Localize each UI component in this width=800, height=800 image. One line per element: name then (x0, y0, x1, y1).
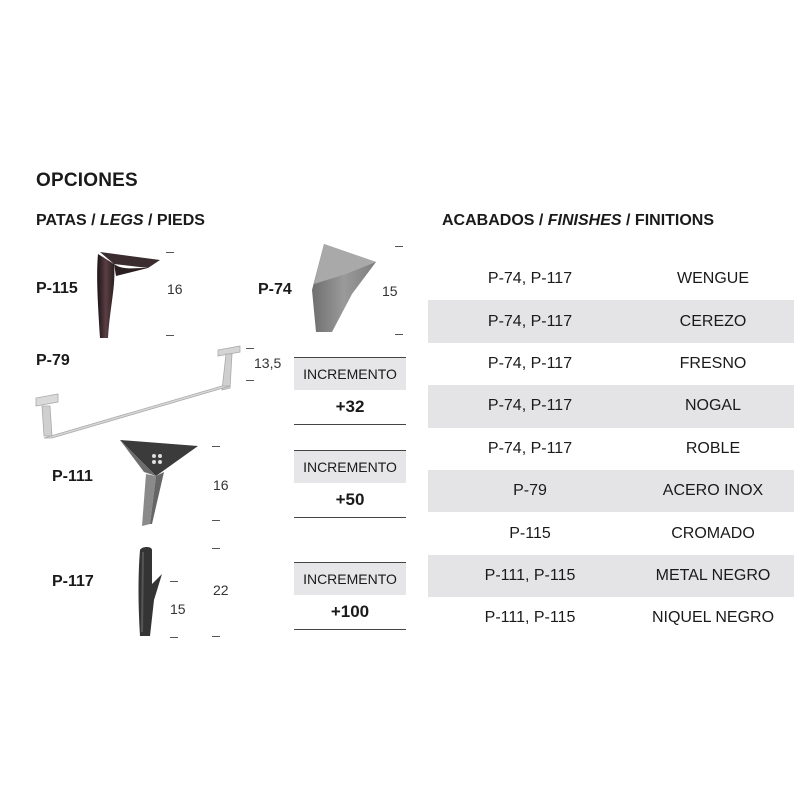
dim-tick (395, 334, 403, 335)
finishes-header-en: FINISHES (547, 212, 622, 229)
leg-code-p111: P-111 (52, 468, 93, 485)
leg-code-p115: P-115 (36, 280, 78, 297)
increment-box-3 (294, 562, 406, 630)
finish-name: WENGUE (677, 270, 749, 288)
dim-tick (246, 380, 254, 381)
increment-box-1 (294, 357, 406, 425)
finish-models: P-115 (509, 524, 551, 542)
finish-name: CROMADO (671, 524, 755, 542)
page-title: OPCIONES (36, 170, 138, 191)
table-row (428, 258, 794, 300)
increment-label: INCREMENTO (294, 562, 406, 595)
legs-header-en: LEGS (100, 212, 144, 229)
finish-name: NOGAL (684, 397, 741, 415)
leg-p79-dim: 13,5 (254, 355, 282, 371)
increment-value: +32 (294, 390, 406, 425)
finishes-header (442, 212, 714, 230)
leg-code-p74: P-74 (258, 281, 292, 298)
legs-header (36, 212, 205, 230)
legs-header-es: PATAS / (36, 212, 100, 229)
dim-tick (170, 581, 178, 582)
leg-p111-image (116, 436, 202, 530)
dim-tick (170, 637, 178, 638)
table-row (428, 597, 794, 639)
finish-name: ROBLE (685, 439, 741, 457)
leg-p115-dim: 16 (167, 281, 183, 297)
increment-value: +50 (294, 483, 406, 518)
finish-models: P-74, P-117 (487, 439, 573, 457)
leg-p117-dim-2: 15 (170, 601, 186, 617)
finish-name: ACERO INOX (662, 482, 764, 500)
dim-tick (212, 520, 220, 521)
table-row (428, 300, 794, 342)
finish-name: FRESNO (679, 354, 747, 372)
leg-p115-image (92, 246, 164, 342)
dim-tick (212, 446, 220, 447)
increment-box-2 (294, 450, 406, 518)
finishes-header-fr: / FINITIONS (621, 212, 715, 229)
finishes-table (428, 258, 794, 640)
finishes-header-es: ACABADOS / (442, 212, 548, 229)
table-row (428, 512, 794, 554)
finish-models: P-79 (513, 482, 547, 500)
dim-tick (212, 548, 220, 549)
table-row (428, 385, 794, 427)
leg-p74-dim: 15 (382, 283, 398, 299)
table-row (428, 470, 794, 512)
finish-name: METAL NEGRO (655, 566, 771, 584)
leg-p111-dim: 16 (213, 477, 229, 493)
dim-tick (212, 636, 220, 637)
finish-name: NIQUEL NEGRO (651, 609, 775, 627)
increment-label: INCREMENTO (294, 357, 406, 390)
finish-name: CEREZO (679, 312, 747, 330)
leg-p117-dim-1: 22 (213, 582, 229, 598)
leg-code-p117: P-117 (52, 573, 94, 590)
leg-code-p79: P-79 (36, 352, 70, 369)
increment-label: INCREMENTO (294, 450, 406, 483)
dim-tick (166, 252, 174, 253)
table-row (428, 343, 794, 385)
finish-models: P-111, P-115 (484, 566, 576, 584)
leg-p74-image (306, 240, 380, 336)
finish-models: P-74, P-117 (487, 354, 573, 372)
leg-p117-image (130, 544, 166, 640)
table-row (428, 428, 794, 470)
dim-tick (166, 335, 174, 336)
increment-value: +100 (294, 595, 406, 630)
finish-models: P-74, P-117 (487, 397, 573, 415)
dim-tick (246, 348, 254, 349)
finish-models: P-111, P-115 (484, 609, 576, 627)
table-row (428, 555, 794, 597)
dim-tick (395, 246, 403, 247)
finish-models: P-74, P-117 (487, 312, 573, 330)
finish-models: P-74, P-117 (487, 270, 573, 288)
legs-header-fr: / PIEDS (143, 212, 205, 229)
